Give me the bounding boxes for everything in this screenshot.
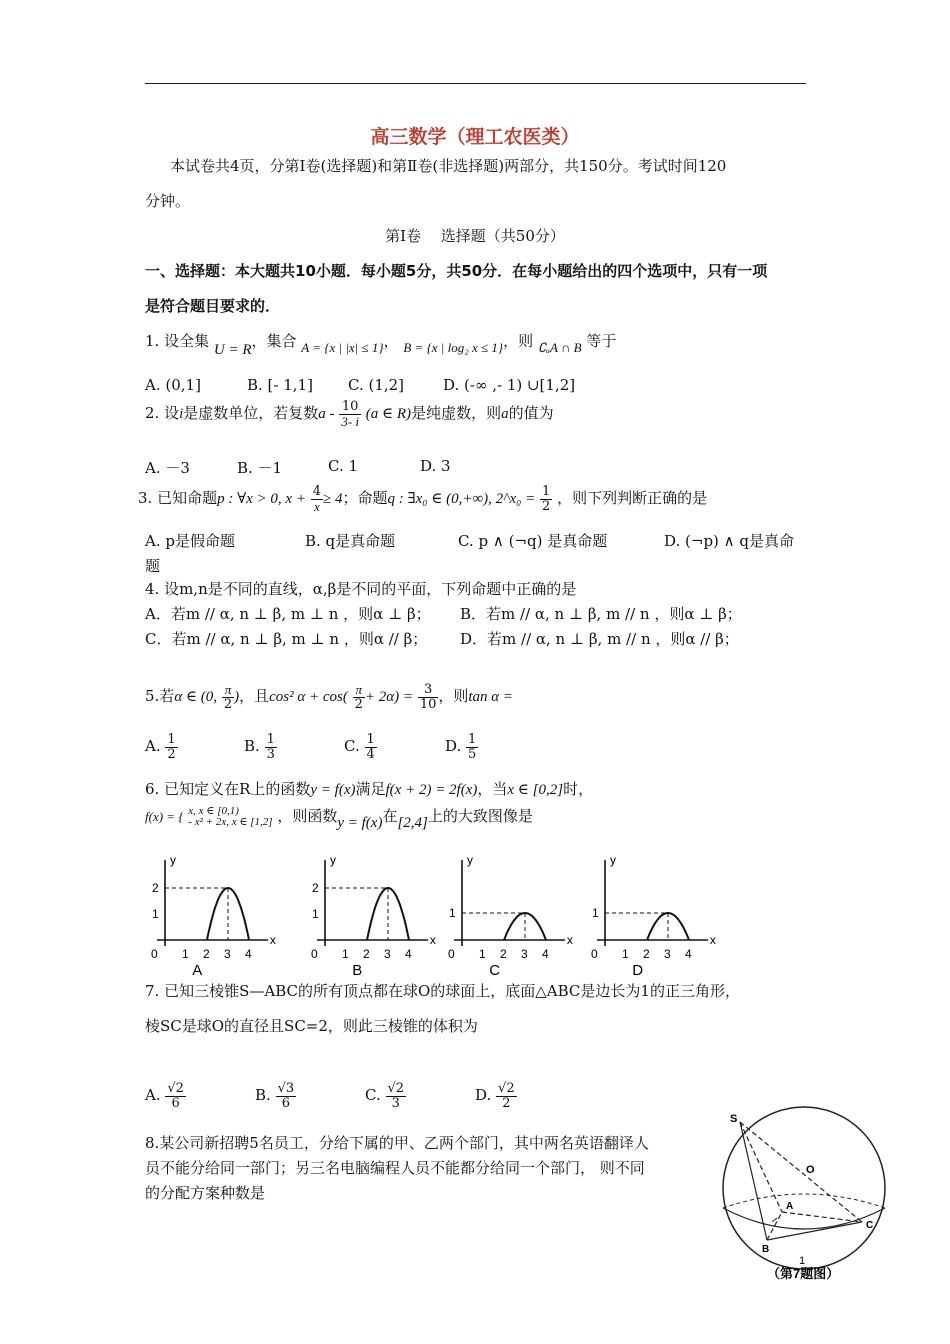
q3-den: x <box>313 498 320 514</box>
q5-pi-b: π <box>353 683 365 698</box>
q5-fraction-pi2-b <box>353 683 365 711</box>
question-8-line-1: 8.某公司新招聘5名员工，分给下属的甲、乙两个部门，其中两名英语翻译人 <box>145 1134 649 1152</box>
q4-option-b: B．若m // α, n ⊥ β, m // n ，则α ⊥ β； <box>460 605 742 623</box>
q1-option-a: A. (0,1] <box>145 376 201 394</box>
q7-option-d-label: D. <box>475 1086 492 1105</box>
q6-graphs <box>140 848 730 976</box>
graph-b-tick-x: 2 <box>363 947 370 961</box>
q2-a2: a <box>501 406 509 423</box>
part-heading: 第Ⅰ卷 选择题（共50分） <box>385 227 565 245</box>
graph-c-tick-y: 1 <box>449 906 456 920</box>
graph-a-tick-x: 2 <box>203 947 210 961</box>
sphere-equator-back <box>723 1194 885 1208</box>
q5-option-a-num: 1 <box>167 732 176 747</box>
edge-sc <box>740 1122 862 1222</box>
graph-a-x-label: x <box>269 933 276 947</box>
q1-suffix: 等于 <box>586 332 617 350</box>
question-8-line-3: 的分配方案种数是 <box>145 1184 266 1202</box>
page-title: 高三数学（理工农医类） <box>370 126 580 148</box>
q7-option-d-den: 2 <box>502 1095 511 1111</box>
q2-suffix: 的值为 <box>508 404 554 423</box>
q6-suffix: 时， <box>563 780 594 798</box>
edge-sa <box>740 1122 782 1212</box>
q2-fraction <box>339 400 361 428</box>
graph-a-caption: A <box>192 962 203 976</box>
q5-pi: π <box>222 683 234 698</box>
edge-bc <box>767 1222 862 1240</box>
q2-cond: (a ∈ R) <box>365 406 412 423</box>
graph-a-tick-x: 0 <box>151 947 158 961</box>
q6-line-2 <box>145 805 533 831</box>
question-2-stem <box>145 400 554 428</box>
q3-suffix: ，则下列判断正确的是 <box>557 489 708 508</box>
q7-option-c <box>365 1082 406 1110</box>
q1-option-b: B. [- 1,1] <box>247 376 313 394</box>
q5-eq: cos² α + cos( <box>269 689 348 706</box>
q3-option-c: C. p ∧ (¬q) 是真命题 <box>458 532 608 550</box>
q5-two-b: 2 <box>354 696 363 712</box>
label-s: S <box>730 1113 738 1125</box>
q5-fraction-pi2-a <box>222 683 234 711</box>
figure-caption: （第7题图） <box>767 1266 840 1281</box>
graph-c-tick-x: 3 <box>521 947 528 961</box>
graph-b-x-label: x <box>429 933 436 947</box>
q6-prefix: 6. 已知定义在R上的函数 <box>145 780 311 798</box>
q5-option-a <box>145 733 178 761</box>
q5-two: 2 <box>223 696 233 712</box>
q5-option-b-num: 1 <box>266 732 275 747</box>
q6-f: y = f(x) <box>310 782 356 798</box>
q4-option-a: A．若m // α, n ⊥ β, m ⊥ n ，则α ⊥ β； <box>145 605 431 623</box>
q1-set-b: B = {x | log₂ x ≤ 1} <box>403 340 504 355</box>
question-8-line-2: 员不能分给同一部门；另三名电脑编程人员不能都分给同一个部门， 则不同 <box>145 1159 645 1177</box>
question-5-stem <box>145 683 513 711</box>
q7-option-a <box>145 1082 186 1110</box>
q1-mid2: ， <box>383 332 399 350</box>
graph-d-y-label: y <box>610 853 616 867</box>
q5-option-c-label: C. <box>344 737 360 756</box>
q5-option-c <box>344 733 377 761</box>
q3-p-tail: ≥ 4 <box>323 491 343 508</box>
graph-a-tick-x: 1 <box>182 947 189 961</box>
q5-option-b-den: 3 <box>266 746 275 762</box>
q5-option-a-den: 2 <box>167 746 176 762</box>
graph-d-tick-x: 0 <box>591 947 598 961</box>
q1-option-c: C. (1,2] <box>348 376 405 394</box>
q3-fraction-p <box>311 485 323 513</box>
graph-d-tick-x: 1 <box>622 947 629 961</box>
q2-option-b: B. －1 <box>237 459 283 477</box>
graph-a-tick-x: 3 <box>224 947 231 961</box>
intro-line-1: 本试卷共4页，分第Ⅰ卷(选择题)和第Ⅱ卷(非选择题)两部分，共150分。考试时间120 <box>170 157 727 175</box>
q7-option-c-den: 3 <box>391 1095 400 1111</box>
q1-complement-expr: ∁ᵤA ∩ B <box>537 340 582 355</box>
q5-cond-tail: ) <box>234 689 240 706</box>
graph-d-tick-x: 4 <box>685 947 692 961</box>
q6-zai: 在 <box>382 807 398 825</box>
q6-line2-suffix: 上的大致图像是 <box>427 807 533 825</box>
label-a: A <box>786 1201 794 1212</box>
q3-fraction-q <box>540 485 552 513</box>
edge-sb <box>740 1122 767 1240</box>
q2-option-d: D. 3 <box>420 457 451 475</box>
q5-option-d-num: 1 <box>468 732 477 747</box>
q7-option-a-den: 6 <box>171 1095 180 1111</box>
graph-b-tick-x: 4 <box>405 947 412 961</box>
q6-piece-1: x, x ∈ [0,1) <box>188 805 239 817</box>
q5-option-b <box>244 733 277 761</box>
q5-mid: ，且 <box>239 687 270 706</box>
question-7-line-2: 棱SC是球O的直径且SC=2，则此三棱锥的体积为 <box>145 1017 478 1035</box>
graph-b-caption: B <box>352 962 363 976</box>
right-angle-mark <box>772 1218 777 1222</box>
graph-a-tick-x: 4 <box>245 947 252 961</box>
graph-d-tick-x: 3 <box>664 947 671 961</box>
q2-mid2: 是纯虚数，则 <box>411 404 502 423</box>
sphere-equator-front <box>723 1208 885 1229</box>
q6-mid1: 满足 <box>355 780 386 798</box>
q5-option-a-label: A. <box>145 737 161 756</box>
q2-den: 3- i <box>341 413 360 429</box>
q6-line2-mid: ，则函数 <box>277 807 338 825</box>
q6-cond: x ∈ [0,2] <box>507 782 564 798</box>
label-o: O <box>806 1164 815 1176</box>
q1-prefix: 1. 设全集 <box>145 332 210 350</box>
q2-mid1: 是虚数单位，若复数 <box>183 404 319 423</box>
q6-piece-lhs: f(x) = { <box>145 809 184 824</box>
q3-p: p : ∀x > 0, x + <box>217 491 306 508</box>
q5-option-d-label: D. <box>445 737 462 756</box>
q7-option-c-label: C. <box>365 1086 381 1105</box>
q1-mid3: ，则 <box>503 332 534 350</box>
q1-mid1: ，集合 <box>251 332 297 350</box>
section-heading-line-2: 是符合题目要求的． <box>145 297 281 315</box>
q3-option-d: D. (¬p) ∧ q是真命 <box>664 532 795 550</box>
q3-prefix: 3. 已知命题 <box>138 489 218 508</box>
q5-rden: 10 <box>419 696 437 712</box>
q5-cond: α ∈ (0, <box>174 689 218 706</box>
graph-c-caption: C <box>489 962 501 976</box>
graph-b-tick-x: 0 <box>311 947 318 961</box>
graph-c-tick-x: 0 <box>448 947 455 961</box>
q5-fraction-rhs <box>418 683 439 711</box>
q5-option-d-den: 5 <box>468 746 477 762</box>
graph-d-caption: D <box>632 962 644 976</box>
q3-mid: ；命题 <box>342 489 388 508</box>
graph-d-tick-y: 1 <box>592 906 599 920</box>
q7-option-b <box>255 1082 296 1110</box>
q5-eq-tail: + 2α) = <box>364 689 414 706</box>
q7-option-d-num: √2 <box>498 1081 515 1096</box>
graph-d-tick-x: 2 <box>643 947 650 961</box>
intro-line-2: 分钟。 <box>145 192 191 210</box>
q5-option-b-label: B. <box>244 737 260 756</box>
q5-option-c-num: 1 <box>366 732 375 747</box>
q1-universal-set: U = R <box>213 342 252 358</box>
graph-c-tick-x: 4 <box>542 947 549 961</box>
q4-option-c: C．若m // α, n ⊥ β, m ⊥ n ，则α // β； <box>145 630 428 648</box>
q5-rnum: 3 <box>418 683 439 698</box>
graph-c-tick-x: 1 <box>479 947 486 961</box>
q4-option-d: D．若m // α, n ⊥ β, m // n ，则α // β； <box>460 630 739 648</box>
q5-option-c-den: 4 <box>366 746 375 762</box>
graph-b-tick-y: 1 <box>312 907 319 921</box>
q2-prefix: 2. 设 <box>145 404 180 423</box>
graph-a-y-label: y <box>170 853 176 867</box>
q5-tan: tan α = <box>468 689 514 706</box>
q3-option-d-wrap: 题 <box>145 557 161 575</box>
q2-option-c: C. 1 <box>328 457 359 475</box>
q1-set-a: A = {x | |x| ≤ 1} <box>301 340 384 355</box>
q3-q: q : ∃x₀ ∈ (0,+∞), 2^x₀ = <box>387 491 536 508</box>
q7-option-a-label: A. <box>145 1086 161 1105</box>
graph-b-y-label: y <box>330 853 336 867</box>
q6-f2: y = f(x) <box>337 815 383 831</box>
q3-num: 4 <box>312 484 322 499</box>
q3-option-b: B. q是真命题 <box>305 532 396 550</box>
q3-option-a: A. p是假命题 <box>145 532 235 550</box>
graph-b-tick-x: 1 <box>342 947 349 961</box>
edge-ac <box>782 1212 862 1222</box>
q3-qden: 2 <box>542 498 551 514</box>
q2-a: a - <box>318 406 335 423</box>
q3-qnum: 1 <box>542 484 551 499</box>
question-7-line-1: 7. 已知三棱锥S—ABC的所有顶点都在球O的球面上，底面△ABC是边长为1的正三角形， <box>145 982 740 1000</box>
q7-option-b-num: √3 <box>277 1081 295 1096</box>
q5-prefix: 5.若 <box>145 687 175 706</box>
graph-a-tick-y: 1 <box>152 907 159 921</box>
question-6-stem <box>145 778 593 799</box>
q2-num: 10 <box>339 400 361 415</box>
q7-sphere-figure <box>712 1100 897 1285</box>
question-1-stem <box>145 330 617 358</box>
graph-b-tick-x: 3 <box>384 947 391 961</box>
label-b: B <box>762 1244 770 1255</box>
q7-option-c-num: √2 <box>387 1081 405 1096</box>
header-rule <box>145 83 806 84</box>
graph-d-x-label: x <box>709 933 716 947</box>
question-3-stem <box>138 485 707 513</box>
graph-b-tick-y: 2 <box>312 881 319 895</box>
sphere-outline <box>723 1107 885 1269</box>
section-heading-line-1: 一、选择题：本大题共10小题．每小题5分，共50分．在每小题给出的四个选项中，只有一项 <box>145 262 768 280</box>
q7-option-b-label: B. <box>255 1086 271 1105</box>
q6-mid2: ，当 <box>477 780 508 798</box>
q2-option-a: A. －3 <box>145 459 190 477</box>
graph-a-tick-y: 2 <box>152 881 159 895</box>
q6-interval: [2,4] <box>397 815 428 831</box>
graph-c-tick-x: 2 <box>500 947 507 961</box>
q5-option-d <box>445 733 478 761</box>
q7-option-b-den: 6 <box>281 1095 290 1111</box>
q1-option-d: D. (-∞ ,- 1) ∪[1,2] <box>443 376 576 394</box>
q6-piecewise <box>188 806 272 828</box>
label-c: C <box>866 1220 874 1231</box>
page-number: 1 <box>799 1255 806 1267</box>
q6-eq: f(x + 2) = 2f(x) <box>385 782 478 798</box>
q7-option-d <box>475 1082 517 1110</box>
graph-c-y-label: y <box>467 853 473 867</box>
q7-option-a-num: √2 <box>167 1081 184 1096</box>
q5-mid2: ，则 <box>438 687 469 706</box>
question-4-stem: 4. 设m,n是不同的直线，α,β是不同的平面，下列命题中正确的是 <box>145 580 577 598</box>
q2-i: i <box>179 406 184 423</box>
q6-piece-2: - x² + 2x, x ∈ [1,2] <box>188 816 273 828</box>
graph-c-x-label: x <box>566 933 573 947</box>
